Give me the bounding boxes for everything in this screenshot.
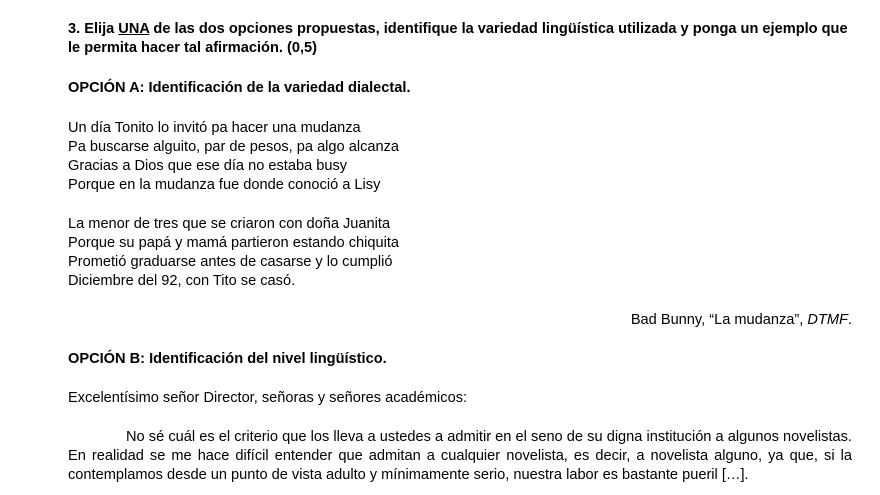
question-emphasis: UNA: [118, 21, 150, 37]
poem-line: Prometió graduarse antes de casarse y lo cumplió: [68, 254, 393, 270]
poem-line: Un día Tonito lo invitó pa hacer una mudanza: [68, 120, 361, 136]
poem-line: Pa buscarse alguito, par de pesos, pa algo alcanza: [68, 139, 400, 155]
poem-line: La menor de tres que se criaron con doña Juanita: [68, 216, 391, 232]
question-text-start: 3. Elija: [68, 21, 119, 37]
poem-stanza-2: [68, 215, 852, 291]
speech-paragraph: No sé cuál es el criterio que los lleva a ustedes a admitir en el seno de su digna institución a algunos novelistas. En realidad se me hace difícil entender que admitan a cualquier novelista, es decir, a novelista alguno, ya que, si la contemplamos desde un punto de vista adulto y mínimamente serio, nuestra labor es bastante pueril […].: [68, 429, 852, 483]
exam-page: [68, 20, 852, 485]
question-heading: [68, 20, 852, 58]
spacer: [68, 195, 852, 215]
poem-line: Gracias a Dios que ese día no estaba busy: [68, 158, 348, 174]
spacer: [68, 408, 852, 428]
poem-line: Porque en la mudanza fue donde conoció a Lisy: [68, 177, 381, 193]
spacer: [68, 58, 852, 79]
spacer: [68, 98, 852, 119]
poem-stanza-1: [68, 119, 852, 195]
source-album: DTMF: [807, 312, 848, 328]
option-b-title: OPCIÓN B: Identificación del nivel lingüístico.: [68, 351, 387, 367]
source-author-title: Bad Bunny, “La mudanza”,: [630, 312, 808, 328]
speech-salutation: Excelentísimo señor Director, señoras y señores académicos:: [68, 390, 468, 406]
spacer: [68, 291, 852, 311]
option-a-title: OPCIÓN A: Identificación de la variedad dialectal.: [68, 80, 411, 96]
poem-source: [68, 311, 852, 330]
poem-line: Diciembre del 92, con Tito se casó.: [68, 273, 296, 289]
poem-line: Porque su papá y mamá partieron estando chiquita: [68, 235, 399, 251]
spacer: [68, 330, 852, 350]
spacer: [68, 369, 852, 389]
source-end: .: [847, 312, 852, 328]
question-text-end: de las dos opciones propuestas, identifique la variedad lingüística utilizada y ponga un ejemplo que le permita hacer tal afirmación. (0,5): [68, 21, 848, 56]
